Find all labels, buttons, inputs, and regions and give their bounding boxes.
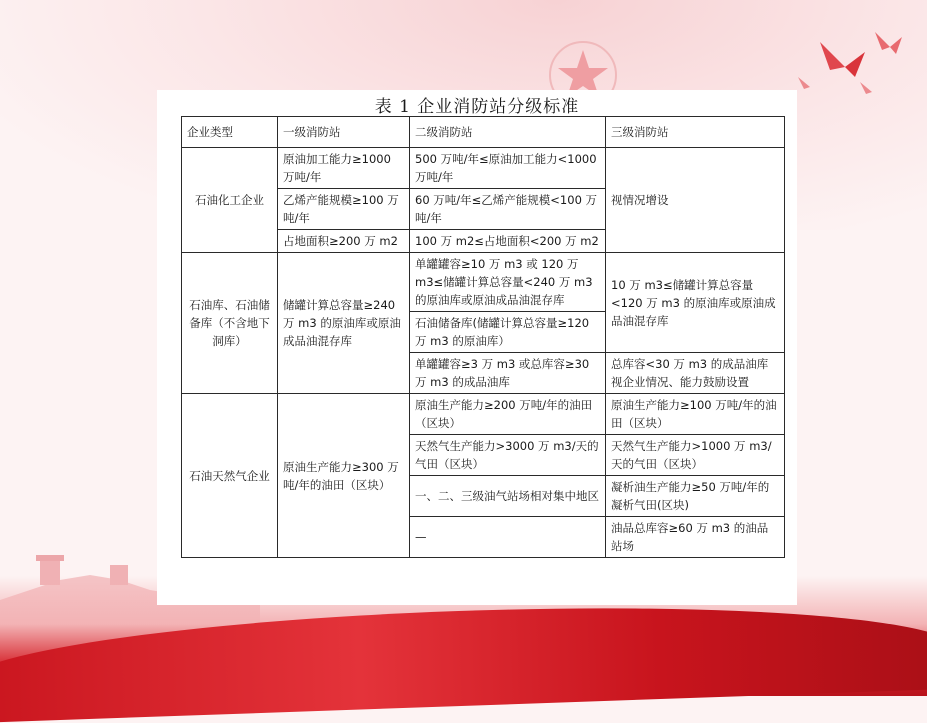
- level2-cell: 500 万吨/年≤原油加工能力<1000 万吨/年: [410, 148, 606, 189]
- table-title: 表 1 企业消防站分级标准: [374, 97, 580, 117]
- level2-cell: 单罐罐容≥3 万 m3 或总库容≥30 万 m3 的成品油库: [410, 353, 606, 394]
- doves-icon: [790, 22, 910, 112]
- level1-cell: 原油生产能力≥300 万吨/年的油田（区块）: [278, 394, 410, 558]
- level3-cell: 油品总库容≥60 万 m3 的油品站场: [606, 517, 785, 558]
- level2-cell: 100 万 m2≤占地面积<200 万 m2: [410, 230, 606, 253]
- header-cell: 一级消防站: [278, 117, 410, 148]
- level3-cell: 天然气生产能力>1000 万 m3/天的气田（区块）: [606, 435, 785, 476]
- level3-cell: 原油生产能力≥100 万吨/年的油田（区块）: [606, 394, 785, 435]
- level1-cell: 占地面积≥200 万 m2: [278, 230, 410, 253]
- level2-cell: 单罐罐容≥10 万 m3 或 120 万 m3≤储罐计算总容量<240 万 m3 的原油库或原油成品油混存库: [410, 253, 606, 312]
- level3-cell: 凝析油生产能力≥50 万吨/年的凝析气田(区块): [606, 476, 785, 517]
- enterprise-type-cell: 石油天然气企业: [182, 394, 278, 558]
- header-row: [182, 117, 785, 148]
- header-cell: 二级消防站: [410, 117, 606, 148]
- level2-cell: —: [410, 517, 606, 558]
- table-row: [182, 253, 785, 312]
- enterprise-type-cell: 石油库、石油储备库（不含地下洞库）: [182, 253, 278, 394]
- level2-cell: 石油储备库(储罐计算总容量≥120 万 m3 的原油库）: [410, 312, 606, 353]
- level3-cell: 视情况增设: [606, 148, 785, 253]
- fire-station-grading-table: [181, 116, 785, 558]
- level2-cell: 原油生产能力≥200 万吨/年的油田（区块）: [410, 394, 606, 435]
- level3-cell: 总库容<30 万 m3 的成品油库视企业情况、能力鼓励设置: [606, 353, 785, 394]
- table-image-card: [157, 90, 797, 605]
- table-row: [182, 394, 785, 435]
- level2-cell: 一、二、三级油气站场相对集中地区: [410, 476, 606, 517]
- header-cell: 三级消防站: [606, 117, 785, 148]
- level1-cell: 储罐计算总容量≥240 万 m3 的原油库或原油成品油混存库: [278, 253, 410, 394]
- table-row: [182, 148, 785, 189]
- header-cell: 企业类型: [182, 117, 278, 148]
- enterprise-type-cell: 石油化工企业: [182, 148, 278, 253]
- level1-cell: 原油加工能力≥1000 万吨/年: [278, 148, 410, 189]
- level3-cell: 10 万 m3≤储罐计算总容量<120 万 m3 的原油库或原油成品油混存库: [606, 253, 785, 353]
- level1-cell: 乙烯产能规模≥100 万吨/年: [278, 189, 410, 230]
- level2-cell: 天然气生产能力>3000 万 m3/天的气田（区块）: [410, 435, 606, 476]
- level2-cell: 60 万吨/年≤乙烯产能规模<100 万吨/年: [410, 189, 606, 230]
